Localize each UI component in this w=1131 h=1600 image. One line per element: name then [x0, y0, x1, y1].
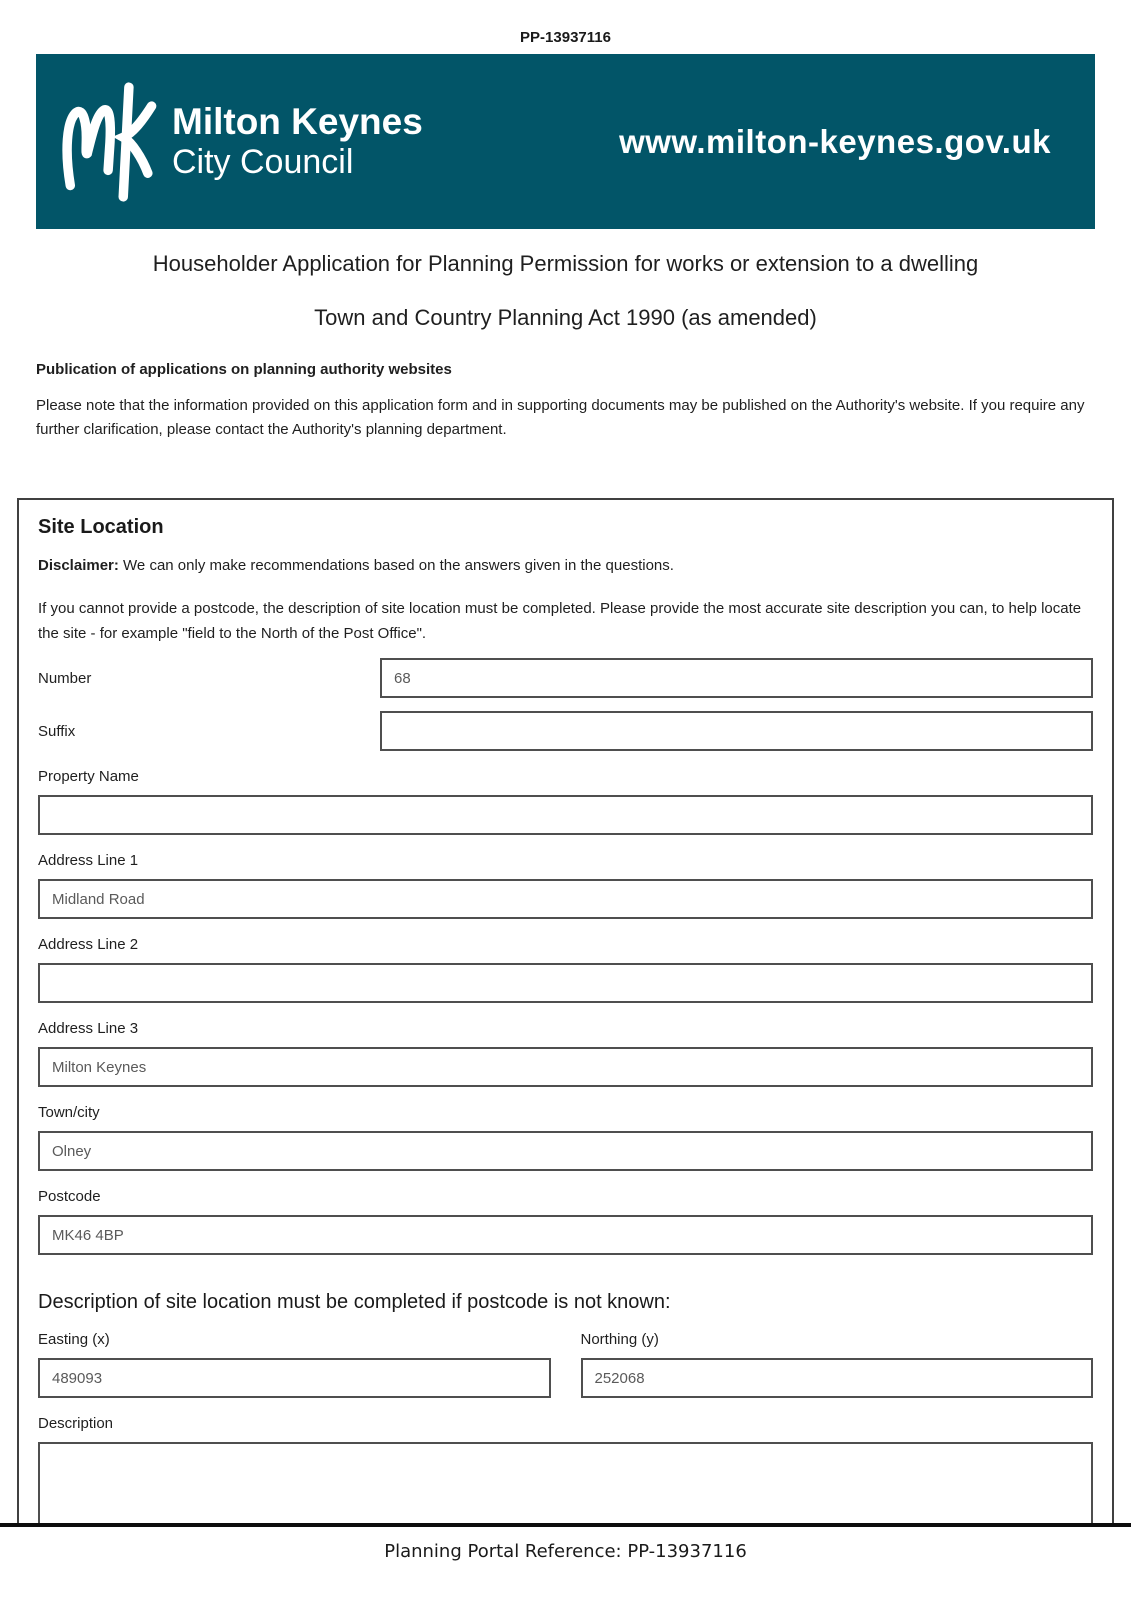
- site-location-heading: Site Location: [38, 516, 164, 538]
- easting-label: Easting (x): [38, 1331, 110, 1348]
- mk-council-logo: [58, 77, 423, 207]
- form-subtitle: Town and Country Planning Act 1990 (as amended): [314, 305, 817, 330]
- suffix-label: Suffix: [38, 722, 76, 740]
- disclaimer-text: [38, 557, 1093, 574]
- publication-heading: Publication of applications on planning authority websites: [36, 361, 452, 378]
- easting-input[interactable]: [38, 1358, 551, 1398]
- planning-portal-reference: Planning Portal Reference: PP-13937116: [384, 1541, 747, 1562]
- publication-note: Please note that the information provided on this application form and in supporting documents may be published on the Authority's website. If you require any further clarification, please contact the Authority's planning department.: [36, 397, 1085, 438]
- description-textarea[interactable]: [38, 1442, 1093, 1523]
- address-line-3-field-row: [38, 1019, 1093, 1087]
- property-name-input[interactable]: [38, 795, 1093, 835]
- town-city-label: Town/city: [38, 1104, 100, 1121]
- northing-label: Northing (y): [580, 1331, 659, 1348]
- postcode-field-row: [38, 1187, 1093, 1255]
- address-line-1-label: Address Line 1: [38, 852, 139, 869]
- description-field-row: [38, 1414, 1093, 1523]
- logo-org-subname: City Council: [172, 143, 354, 182]
- application-reference: PP-13937116: [520, 29, 611, 46]
- address-line-2-field-row: [38, 935, 1093, 1003]
- number-input[interactable]: [380, 658, 1093, 698]
- town-city-input[interactable]: [38, 1131, 1093, 1171]
- disclaimer-label: Disclaimer:: [38, 557, 119, 574]
- town-city-field-row: [38, 1103, 1093, 1171]
- number-field-row: [38, 658, 1093, 698]
- disclaimer-body: We can only make recommendations based on the answers given in the questions.: [123, 557, 674, 574]
- form-title: Householder Application for Planning Permission for works or extension to a dwelling: [152, 251, 979, 276]
- site-location-instructions: If you cannot provide a postcode, the description of site location must be completed. Please provide the most accurate site description you can, to help locate the site - for example "field to the North of the Post Office".: [38, 600, 1082, 642]
- description-requirement-heading: Description of site location must be completed if postcode is not known:: [38, 1291, 671, 1313]
- suffix-field-row: [38, 711, 1093, 751]
- coordinates-row: [38, 1314, 1093, 1398]
- description-label: Description: [38, 1415, 114, 1432]
- logo-org-name: Milton Keynes: [172, 101, 423, 143]
- address-line-1-input[interactable]: [38, 879, 1093, 919]
- number-label: Number: [38, 669, 92, 687]
- easting-field-row: [38, 1330, 551, 1398]
- northing-input[interactable]: [581, 1358, 1094, 1398]
- address-line-3-label: Address Line 3: [38, 1020, 139, 1037]
- postcode-input[interactable]: [38, 1215, 1093, 1255]
- council-banner: [36, 54, 1095, 229]
- address-line-1-field-row: [38, 851, 1093, 919]
- property-name-field-row: [38, 767, 1093, 835]
- suffix-input[interactable]: [380, 711, 1093, 751]
- logo-text: [172, 102, 423, 181]
- postcode-label: Postcode: [38, 1188, 101, 1205]
- mk-logo-icon: [58, 77, 162, 207]
- northing-field-row: [581, 1330, 1094, 1398]
- property-name-label: Property Name: [38, 768, 139, 785]
- address-line-3-input[interactable]: [38, 1047, 1093, 1087]
- site-location-section: [17, 498, 1114, 1523]
- address-line-2-input[interactable]: [38, 963, 1093, 1003]
- council-website-url: www.milton-keynes.gov.uk: [619, 122, 1051, 160]
- address-line-2-label: Address Line 2: [38, 936, 139, 953]
